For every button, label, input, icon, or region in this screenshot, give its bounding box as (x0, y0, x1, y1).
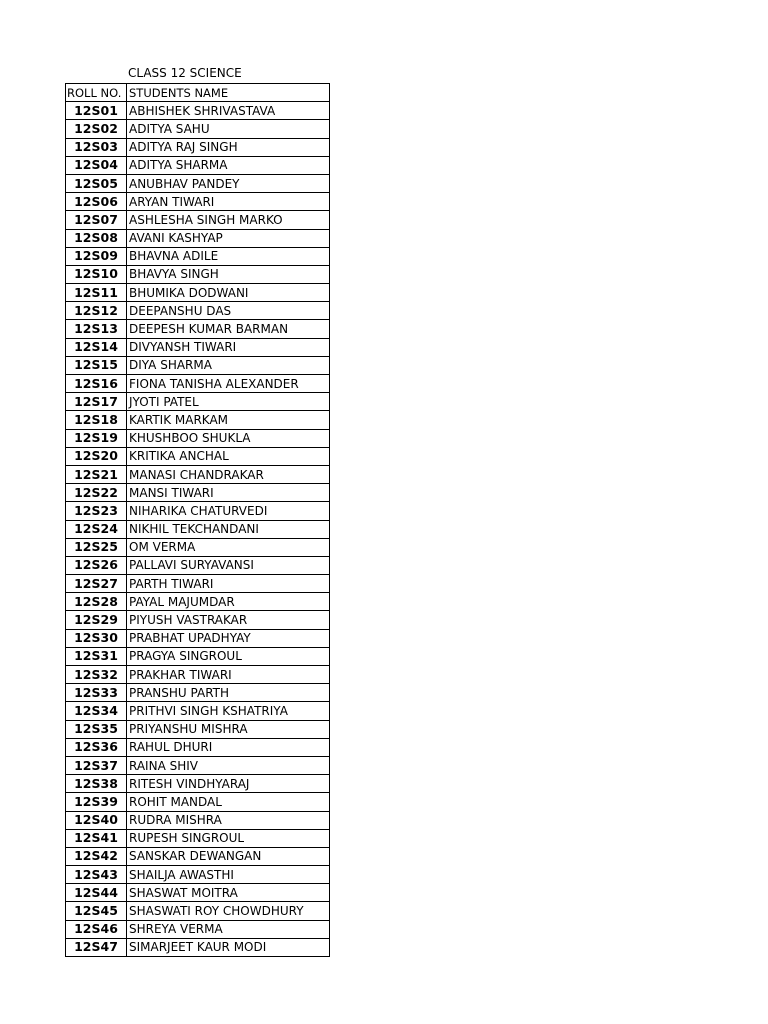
roll-number-cell: 12S27 (66, 575, 127, 593)
roll-number-cell: 12S18 (66, 411, 127, 429)
student-name-cell: ANUBHAV PANDEY (127, 174, 330, 192)
table-row (66, 211, 330, 229)
table-row (66, 720, 330, 738)
table-row (66, 684, 330, 702)
student-name-cell: SHASWATI ROY CHOWDHURY (127, 902, 330, 920)
table-row (66, 174, 330, 192)
roll-number-cell: 12S20 (66, 447, 127, 465)
student-name-cell: BHAVNA ADILE (127, 247, 330, 265)
table-row (66, 120, 330, 138)
table-row (66, 393, 330, 411)
table-row (66, 866, 330, 884)
student-name-cell: ASHLESHA SINGH MARKO (127, 211, 330, 229)
roll-number-cell: 12S42 (66, 847, 127, 865)
student-name-cell: SIMARJEET KAUR MODI (127, 938, 330, 956)
roll-number-cell: 12S09 (66, 247, 127, 265)
roll-number-cell: 12S05 (66, 174, 127, 192)
student-name-cell: PALLAVI SURYAVANSI (127, 556, 330, 574)
table-row (66, 375, 330, 393)
table-row (66, 666, 330, 684)
student-name-cell: BHUMIKA DODWANI (127, 284, 330, 302)
table-row (66, 447, 330, 465)
student-name-cell: PRIYANSHU MISHRA (127, 720, 330, 738)
roll-number-cell: 12S43 (66, 866, 127, 884)
student-name-cell: ARYAN TIWARI (127, 193, 330, 211)
table-row (66, 247, 330, 265)
student-name-cell: DIVYANSH TIWARI (127, 338, 330, 356)
student-name-cell: ADITYA SAHU (127, 120, 330, 138)
roll-number-cell: 12S12 (66, 302, 127, 320)
table-row (66, 411, 330, 429)
roll-number-cell: 12S17 (66, 393, 127, 411)
table-row (66, 938, 330, 956)
student-roster-table (65, 83, 330, 957)
table-row (66, 520, 330, 538)
table-row (66, 429, 330, 447)
student-name-cell: PRAGYA SINGROUL (127, 647, 330, 665)
roll-number-cell: 12S03 (66, 138, 127, 156)
students-name-header: STUDENTS NAME (127, 84, 330, 102)
roll-number-cell: 12S35 (66, 720, 127, 738)
roll-number-cell: 12S13 (66, 320, 127, 338)
student-name-cell: ROHIT MANDAL (127, 793, 330, 811)
table-row (66, 902, 330, 920)
roll-number-cell: 12S47 (66, 938, 127, 956)
table-row (66, 284, 330, 302)
student-name-cell: NIKHIL TEKCHANDANI (127, 520, 330, 538)
roll-number-cell: 12S45 (66, 902, 127, 920)
student-name-cell: NIHARIKA CHATURVEDI (127, 502, 330, 520)
roll-number-cell: 12S36 (66, 738, 127, 756)
table-row (66, 502, 330, 520)
roll-number-cell: 12S39 (66, 793, 127, 811)
table-row (66, 884, 330, 902)
roll-number-cell: 12S24 (66, 520, 127, 538)
roll-number-cell: 12S32 (66, 666, 127, 684)
roll-number-cell: 12S02 (66, 120, 127, 138)
table-row (66, 556, 330, 574)
roll-number-cell: 12S41 (66, 829, 127, 847)
table-row (66, 320, 330, 338)
table-row (66, 775, 330, 793)
student-name-cell: ADITYA RAJ SINGH (127, 138, 330, 156)
roll-number-cell: 12S14 (66, 338, 127, 356)
roll-number-cell: 12S29 (66, 611, 127, 629)
roll-number-cell: 12S34 (66, 702, 127, 720)
student-name-cell: OM VERMA (127, 538, 330, 556)
student-name-cell: PIYUSH VASTRAKAR (127, 611, 330, 629)
student-name-cell: PRITHVI SINGH KSHATRIYA (127, 702, 330, 720)
table-row (66, 575, 330, 593)
student-name-cell: RAINA SHIV (127, 756, 330, 774)
table-row (66, 265, 330, 283)
table-row (66, 156, 330, 174)
student-name-cell: RAHUL DHURI (127, 738, 330, 756)
roll-number-cell: 12S37 (66, 756, 127, 774)
roll-number-cell: 12S31 (66, 647, 127, 665)
student-name-cell: ABHISHEK SHRIVASTAVA (127, 102, 330, 120)
student-name-cell: MANASI CHANDRAKAR (127, 465, 330, 483)
table-row (66, 811, 330, 829)
student-name-cell: RUDRA MISHRA (127, 811, 330, 829)
student-name-cell: ADITYA SHARMA (127, 156, 330, 174)
roll-number-cell: 12S46 (66, 920, 127, 938)
student-name-cell: RITESH VINDHYARAJ (127, 775, 330, 793)
roll-number-cell: 12S08 (66, 229, 127, 247)
table-row (66, 847, 330, 865)
roll-number-cell: 12S33 (66, 684, 127, 702)
table-row (66, 611, 330, 629)
roll-number-cell: 12S11 (66, 284, 127, 302)
sheet-title: CLASS 12 SCIENCE (128, 66, 242, 80)
roll-number-cell: 12S07 (66, 211, 127, 229)
table-row (66, 484, 330, 502)
roll-number-cell: 12S15 (66, 356, 127, 374)
student-name-cell: PAYAL MAJUMDAR (127, 593, 330, 611)
table-row (66, 338, 330, 356)
student-name-cell: BHAVYA SINGH (127, 265, 330, 283)
student-name-cell: SHASWAT MOITRA (127, 884, 330, 902)
table-row (66, 920, 330, 938)
roll-number-cell: 12S28 (66, 593, 127, 611)
roll-number-cell: 12S19 (66, 429, 127, 447)
table-row (66, 102, 330, 120)
roll-number-cell: 12S40 (66, 811, 127, 829)
roll-number-cell: 12S44 (66, 884, 127, 902)
table-row (66, 647, 330, 665)
student-name-cell: KRITIKA ANCHAL (127, 447, 330, 465)
roll-number-cell: 12S21 (66, 465, 127, 483)
student-name-cell: DEEPESH KUMAR BARMAN (127, 320, 330, 338)
student-name-cell: PARTH TIWARI (127, 575, 330, 593)
table-row (66, 629, 330, 647)
roll-number-cell: 12S30 (66, 629, 127, 647)
roll-number-cell: 12S10 (66, 265, 127, 283)
student-name-cell: KARTIK MARKAM (127, 411, 330, 429)
student-name-cell: FIONA TANISHA ALEXANDER (127, 375, 330, 393)
student-name-cell: PRANSHU PARTH (127, 684, 330, 702)
roll-number-cell: 12S16 (66, 375, 127, 393)
table-row (66, 193, 330, 211)
table-row (66, 229, 330, 247)
header-row (66, 84, 330, 102)
roll-number-cell: 12S25 (66, 538, 127, 556)
student-name-cell: SANSKAR DEWANGAN (127, 847, 330, 865)
table-row (66, 302, 330, 320)
student-name-cell: AVANI KASHYAP (127, 229, 330, 247)
table-row (66, 793, 330, 811)
table-row (66, 738, 330, 756)
table-row (66, 829, 330, 847)
student-name-cell: SHREYA VERMA (127, 920, 330, 938)
table-row (66, 593, 330, 611)
roll-number-cell: 12S26 (66, 556, 127, 574)
student-name-cell: DIYA SHARMA (127, 356, 330, 374)
table-row (66, 138, 330, 156)
student-name-cell: SHAILJA AWASTHI (127, 866, 330, 884)
table-row (66, 756, 330, 774)
roll-number-cell: 12S06 (66, 193, 127, 211)
student-name-cell: KHUSHBOO SHUKLA (127, 429, 330, 447)
student-name-cell: RUPESH SINGROUL (127, 829, 330, 847)
roll-number-cell: 12S38 (66, 775, 127, 793)
student-name-cell: JYOTI PATEL (127, 393, 330, 411)
table-row (66, 702, 330, 720)
table-row (66, 465, 330, 483)
student-name-cell: DEEPANSHU DAS (127, 302, 330, 320)
table-row (66, 538, 330, 556)
student-name-cell: MANSI TIWARI (127, 484, 330, 502)
roll-number-cell: 12S01 (66, 102, 127, 120)
roll-number-cell: 12S04 (66, 156, 127, 174)
roster-body (66, 84, 330, 957)
table-row (66, 356, 330, 374)
roll-number-cell: 12S23 (66, 502, 127, 520)
student-name-cell: PRAKHAR TIWARI (127, 666, 330, 684)
roll-no-header: ROLL NO. (66, 84, 127, 102)
roll-number-cell: 12S22 (66, 484, 127, 502)
student-name-cell: PRABHAT UPADHYAY (127, 629, 330, 647)
